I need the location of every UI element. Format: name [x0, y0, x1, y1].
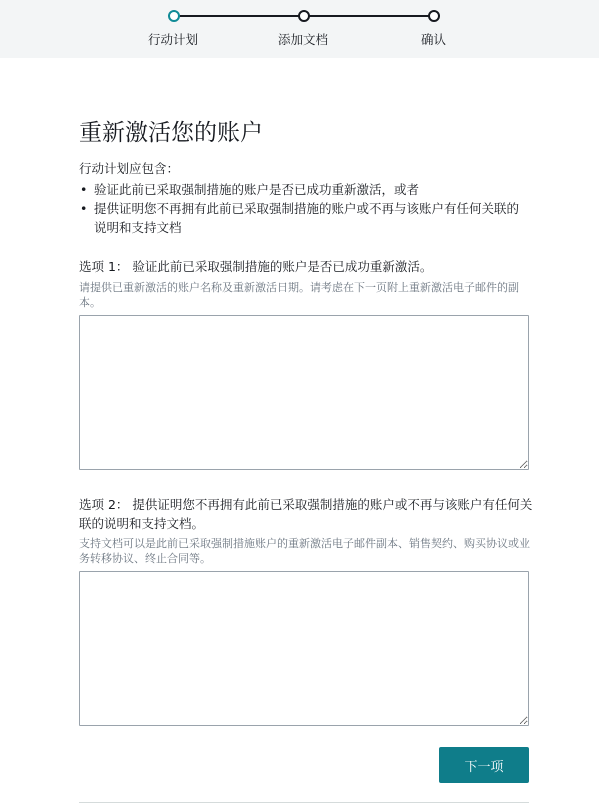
step-label-confirm: 确认	[421, 32, 447, 47]
option2-textarea[interactable]	[79, 571, 529, 726]
intro-text: 行动计划应包含：	[79, 161, 180, 176]
list-item: • 验证此前已采取强制措施的账户是否已成功重新激活，或者	[79, 180, 529, 199]
page-title: 重新激活您的账户	[79, 120, 263, 146]
next-button[interactable]: 下一项	[439, 747, 529, 783]
step-indicator-action-plan	[168, 10, 180, 22]
option1-title: 选项 1： 验证此前已采取强制措施的账户是否已成功重新激活。	[79, 259, 433, 274]
step-indicator-add-documents	[298, 10, 310, 22]
option2-title: 选项 2： 提供证明您不再拥有此前已采取强制措施的账户或不再与该账户有任何关联的说明和支持文档。	[79, 497, 533, 531]
progress-stepper	[0, 0, 599, 58]
requirements-list	[79, 180, 529, 237]
option1-textarea[interactable]	[79, 315, 529, 470]
option2-description: 支持文档可以是此前已采取强制措施账户的重新激活电子邮件副本、销售契约、购买协议或业务转移协议、终止合同等。	[79, 537, 530, 565]
option1-description: 请提供已重新激活的账户名称及重新激活日期。请考虑在下一页附上重新激活电子邮件的副本。	[79, 281, 519, 309]
step-connector	[304, 15, 434, 17]
step-indicator-confirm	[428, 10, 440, 22]
divider	[79, 802, 529, 803]
list-item: • 提供证明您不再拥有此前已采取强制措施的账户或不再与该账户有任何关联的说明和支持文档	[79, 199, 529, 237]
step-connector	[174, 15, 304, 17]
step-label-add-documents: 添加文档	[278, 32, 329, 47]
step-label-action-plan: 行动计划	[148, 32, 199, 47]
